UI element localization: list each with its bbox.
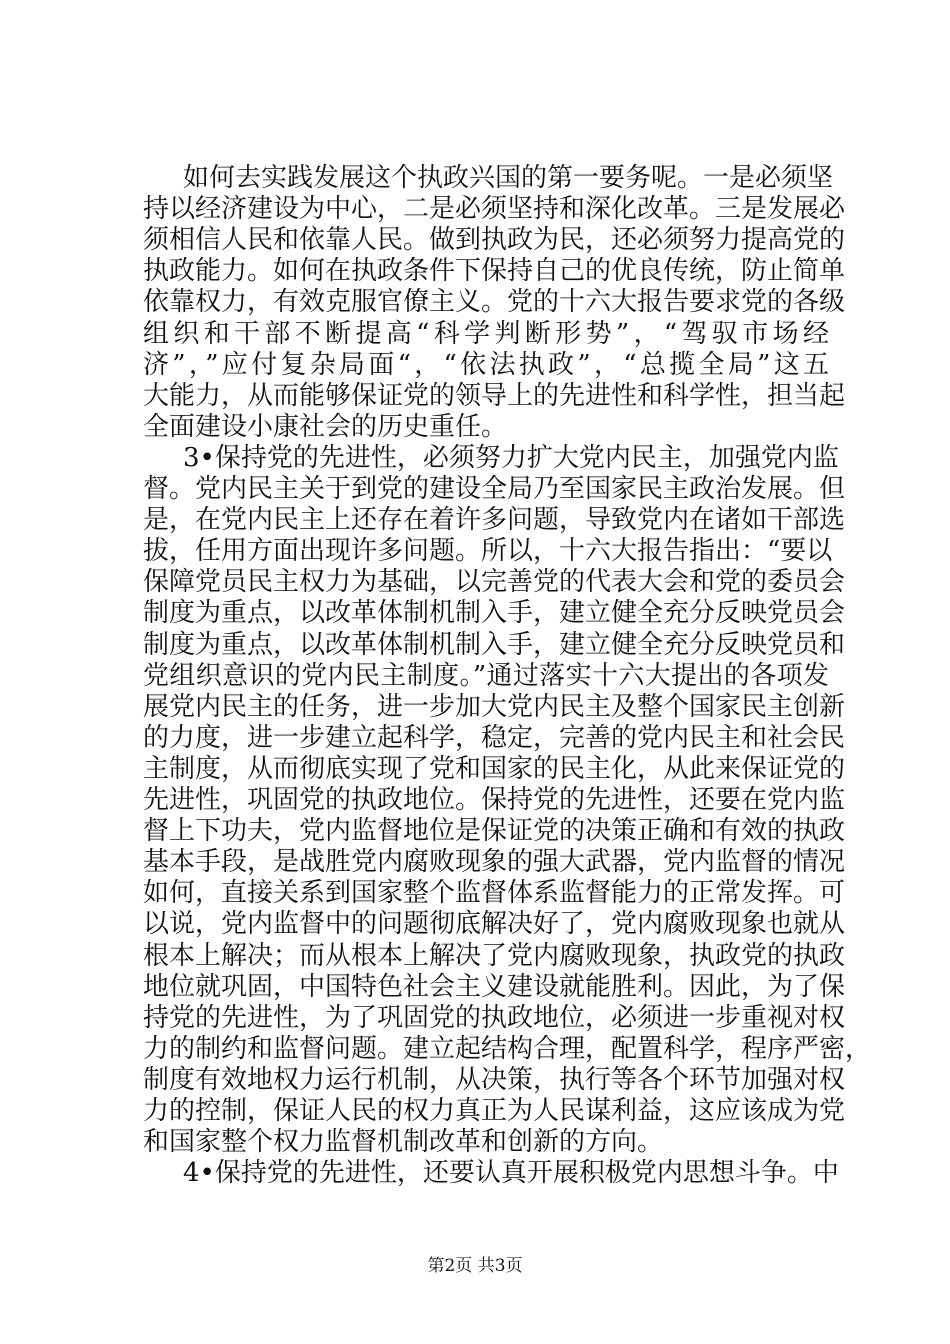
body-text-line: 主制度，从而彻底实现了党和国家的民主化，从此来保证党的 [143,753,846,784]
body-text-line: 展党内民主的任务，进一步加大党内民主及整个国家民主创新 [143,691,846,722]
body-text-line: 的力度，进一步建立起科学，稳定，完善的党内民主和社会民 [143,722,846,753]
body-text-line: 督。党内民主关于到党的建设全局乃至国家民主政治发展。但 [143,474,846,504]
body-text-line: 力的制约和监督问题。建立起结构合理，配置科学，程序严密， [143,1033,872,1064]
body-text-line: 全面建设小康社会的历史重任。 [143,411,508,442]
body-text-line: 和国家整个权力监督机制改革和创新的方向。 [143,1127,664,1158]
body-text-line: 先进性，巩固党的执政地位。保持党的先进性，还要在党内监 [143,785,846,815]
body-text-line: 制度为重点，以改革体制机制入手，建立健全充分反映党员和 [143,629,846,660]
body-text-line: 制度为重点，以改革体制机制入手，建立健全充分反映党员会 [143,598,846,629]
body-text-line: 如何去实践发展这个执政兴国的第一要务呢。一是必须坚 [183,163,834,193]
body-text-line: 依靠权力，有效克服官僚主义。党的十六大报告要求党的各级 [143,287,846,318]
body-text-line: 根本上解决；而从根本上解决了党内腐败现象，执政党的执政 [143,940,846,971]
body-text-line: 济”，”应付复杂局面“，“依法执政”，“总揽全局”这五 [143,349,829,380]
body-text-line: 力的控制，保证人民的权力真正为人民谋利益，这应该成为党 [143,1096,846,1126]
body-text-line: 执政能力。如何在执政条件下保持自己的优良传统，防止简单 [143,256,846,287]
body-text-line: 4•保持党的先进性，还要认真开展积极党内思想斗争。中 [183,1158,839,1189]
body-text-line: 督上下功夫，党内监督地位是保证党的决策正确和有效的执政 [143,816,846,847]
body-text-line: 以说，党内监督中的问题彻底解决好了，党内腐败现象也就从 [143,909,846,940]
body-text-line: 基本手段，是战胜党内腐败现象的强大武器，党内监督的情况 [143,847,846,878]
page-number-footer: 第2页 共3页 [427,1256,523,1276]
body-text-line: 党组织意识的党内民主制度。”通过落实十六大提出的各项发 [143,660,829,691]
body-text-line: 保障党员民主权力为基础，以完善党的代表大会和党的委员会 [143,567,846,598]
body-text-line: 大能力，从而能够保证党的领导上的先进性和科学性，担当起 [143,380,846,411]
body-text-line: 须相信人民和依靠人民。做到执政为民，还必须努力提高党的 [143,225,846,256]
body-text-line: 地位就巩固，中国特色社会主义建设就能胜利。因此，为了保 [143,971,846,1002]
body-text-line: 持以经济建设为中心，二是必须坚持和深化改革。三是发展必 [143,194,846,225]
body-text-line: 3•保持党的先进性，必须努力扩大党内民主，加强党内监 [183,442,839,473]
body-text-line: 持党的先进性，为了巩固党的执政地位，必须进一步重视对权 [143,1002,846,1033]
body-text-line: 如何，直接关系到国家整个监督体系监督能力的正常发挥。可 [143,878,846,909]
body-text-line: 是，在党内民主上还存在着许多问题，导致党内在诸如干部选 [143,505,846,536]
body-text-line: 组织和干部不断提高“科学判断形势”，“驾驭市场经 [143,318,829,349]
body-text-line: 拔，任用方面出现许多问题。所以，十六大报告指出：“要以 [143,536,833,567]
body-text-line: 制度有效地权力运行机制，从决策，执行等各个环节加强对权 [143,1064,846,1095]
